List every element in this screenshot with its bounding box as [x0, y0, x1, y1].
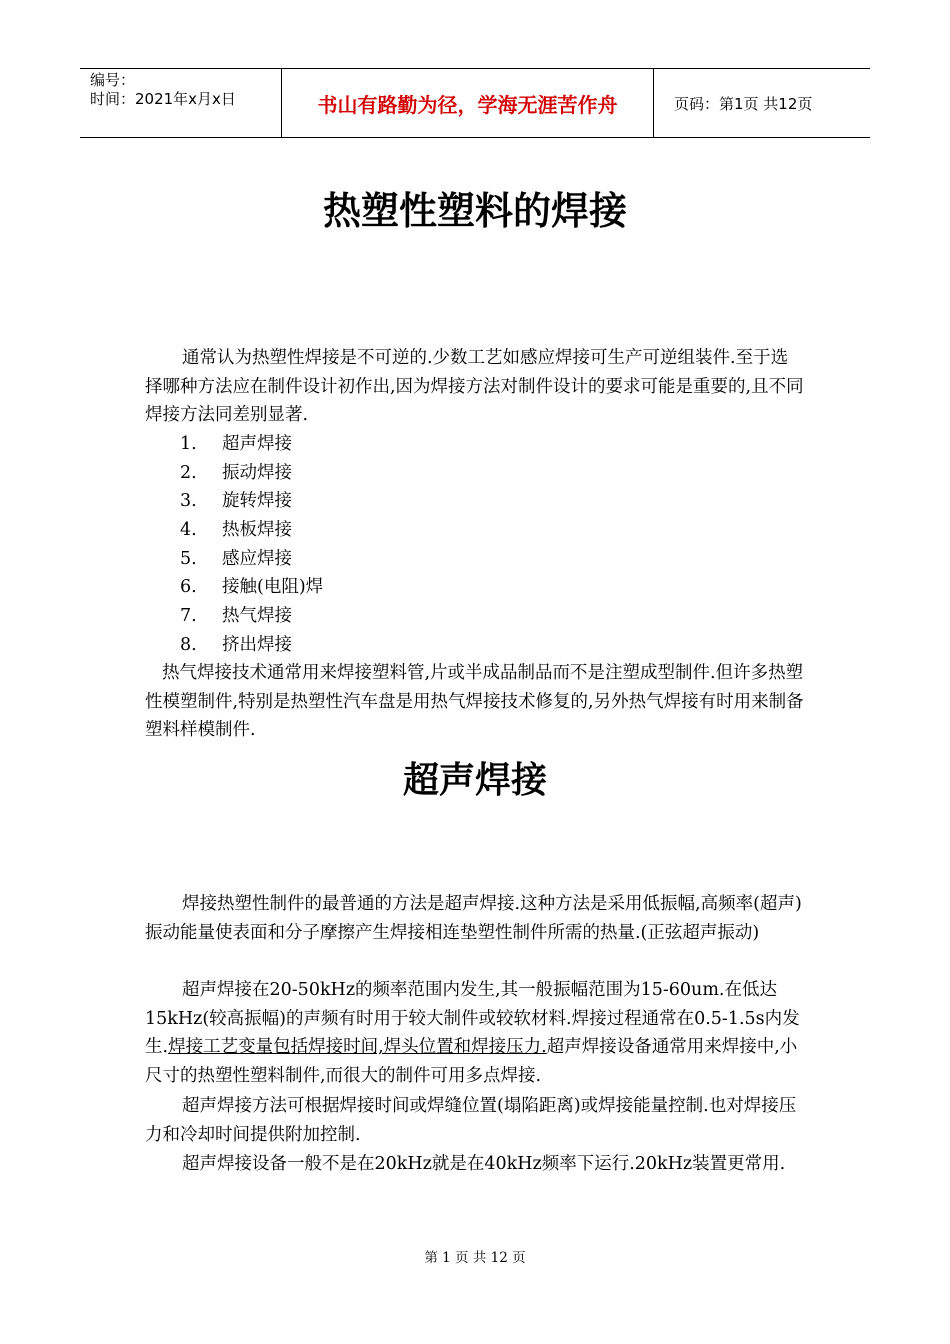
list-item: 4. 热板焊接 — [180, 520, 292, 541]
date-label: 时间：2021年x月x日 — [90, 90, 236, 108]
motto: 书山有路勤为径，学海无涯苦作舟 — [282, 69, 654, 137]
ultrasonic-paragraph-1: 焊接热塑性制件的最普通的方法是超声焊接.这种方法是采用低振幅,高频率(超声)振动能量使表面和分子摩擦产生焊接相连垫塑性制件所需的热量.(正弦超声振动) — [145, 894, 802, 943]
page-info-text: 页码：第1页 共12页 — [674, 94, 813, 113]
list-item: 2. 振动焊接 — [180, 462, 292, 483]
intro-paragraph: 通常认为热塑性焊接是不可逆的.少数工艺如感应焊接可生产可逆组装件.至于选择哪种方法应在制件设计初作出,因为焊接方法对制件设计的要求可能是重要的,且不同焊接方法同差别显著. — [145, 348, 804, 426]
document-title: 热塑性塑料的焊接 — [322, 189, 627, 233]
ultrasonic-paragraph-3: 超声焊接方法可根据焊接时间或焊缝位置(塌陷距离)或焊接能量控制.也对焊接压力和冷却时间提供附加控制. — [145, 1096, 797, 1145]
list-item: 3. 旋转焊接 — [180, 491, 292, 512]
header-info-cell — [80, 69, 282, 137]
list-item: 5. 感应焊接 — [180, 548, 292, 569]
page-info — [664, 69, 870, 137]
list-item: 8. 挤出焊接 — [180, 634, 292, 655]
header-table — [80, 68, 870, 138]
ultrasonic-paragraph-2: 超声焊接在20-50kHz的频率范围内发生,其一般振幅范围为15-60um.在低达15kHz(较高振幅)的声频有时用于较大制件或较软材料.焊接过程通常在0.5-1.5s内发生.焊接工艺变量包括焊接时间,焊头位置和焊接压力.超声焊接设备通常用来焊接中,小尺寸的热塑性塑料制件,而很大的制件可用多点焊接. — [145, 980, 800, 1086]
page-footer: 第 1 页 共 12 页 — [424, 1250, 526, 1266]
section-title: 超声焊接 — [402, 760, 547, 801]
list-item: 7. 热气焊接 — [180, 606, 292, 627]
underlined-variables: 焊接工艺变量包括焊接时间,焊头位置和焊接压力. — [168, 1037, 547, 1058]
list-item: 6. 接触(电阻)焊 — [180, 577, 324, 598]
ultrasonic-paragraph-4: 超声焊接设备一般不是在20kHz就是在40kHz频率下运行.20kHz装置更常用. — [182, 1154, 786, 1174]
number-label: 编号： — [90, 71, 136, 89]
list-item: 1. 超声焊接 — [180, 434, 292, 454]
welding-methods-list — [180, 430, 323, 660]
hot-gas-paragraph: 热气焊接技术通常用来焊接塑料管,片或半成品制品而不是注塑成型制件.但许多热塑性模塑制件,特别是热塑性汽车盘是用热气焊接技术修复的,另外热气焊接有时用来制备塑料样模制件. — [145, 663, 804, 741]
